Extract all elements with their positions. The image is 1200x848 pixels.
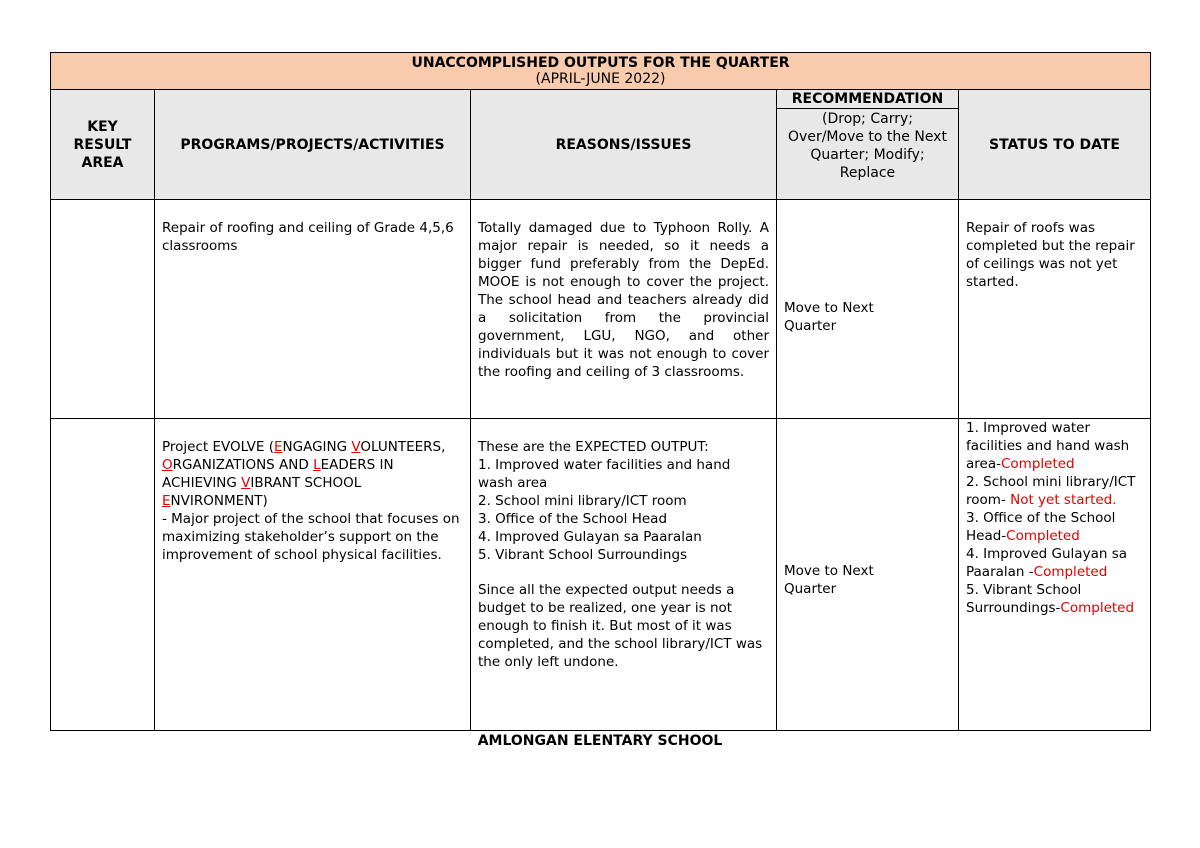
table-row — [51, 419, 1151, 731]
row1-recommendation: Move to Next Quarter — [777, 200, 959, 419]
reasons-note: Since all the expected output needs a budget to be realized, one year is not enough to finish it. But most of it was completed, and the school library/ICT was the only left undone. — [478, 582, 763, 670]
row2-recommendation: Move to Next Quarter — [777, 419, 959, 731]
project-evolve-description: - Major project of the school that focuses on maximizing stakeholder’s support on the improvement of school physical facilities. — [162, 511, 460, 563]
row1-ppa: Repair of roofing and ceiling of Grade 4,5,6 classrooms — [155, 200, 471, 419]
row2-status — [959, 419, 1151, 731]
row2-kra — [51, 419, 155, 731]
list-item: 3. Office of the School Head — [478, 511, 668, 527]
status-item: 2. School mini library/ICT room- Not yet started. — [966, 474, 1136, 508]
title-period: (APRIL-JUNE 2022) — [535, 71, 666, 87]
list-item: 1. Improved water facilities and hand wash area — [478, 457, 731, 491]
status-item: 5. Vibrant School Surroundings-Completed — [966, 582, 1135, 616]
row1-reasons: Totally damaged due to Typhoon Rolly. A major repair is needed, so it needs a bigger fund preferably from the DepEd. MOOE is not enough to cover the project. The school head and teachers already did a solicitation from the provincial government, LGU, NGO, and other individuals but it was not enough to cover the roofing and ceiling of 3 classrooms. — [471, 200, 777, 419]
table-title — [51, 53, 1151, 90]
title-row — [51, 53, 1151, 90]
outputs-table — [50, 52, 1151, 731]
header-recommendation — [777, 90, 959, 200]
status-item: 1. Improved water facilities and hand wash area-Completed — [966, 420, 1130, 472]
list-item: 4. Improved Gulayan sa Paaralan — [478, 529, 702, 545]
header-row — [51, 90, 1151, 200]
list-item: 2. School mini library/ICT room — [478, 493, 687, 509]
header-recommendation-title: RECOMMENDATION — [777, 90, 958, 109]
header-reasons: REASONS/ISSUES — [471, 90, 777, 200]
school-name-footer: AMLONGAN ELENTARY SCHOOL — [477, 733, 723, 749]
header-status: STATUS TO DATE — [959, 90, 1151, 200]
row2-ppa — [155, 419, 471, 731]
header-recommendation-options: (Drop; Carry; Over/Move to the Next Quarter; Modify; Replace — [788, 111, 947, 181]
title-main: UNACCOMPLISHED OUTPUTS FOR THE QUARTER — [411, 55, 790, 71]
expected-output-intro: These are the EXPECTED OUTPUT: — [478, 439, 709, 455]
table-row — [51, 200, 1151, 419]
project-evolve-title: Project EVOLVE (ENGAGING VOLUNTEERS, ORGANIZATIONS AND LEADERS IN ACHIEVING VIBRANT SCHOOL ENVIRONMENT) — [162, 439, 446, 509]
row1-status: Repair of roofs was completed but the repair of ceilings was not yet started. — [959, 200, 1151, 419]
status-item: 4. Improved Gulayan sa Paaralan -Completed — [966, 546, 1127, 580]
row1-kra — [51, 200, 155, 419]
row2-reasons — [471, 419, 777, 731]
header-kra: KEY RESULT AREA — [51, 90, 155, 200]
header-ppa: PROGRAMS/PROJECTS/ACTIVITIES — [155, 90, 471, 200]
status-item: 3. Office of the School Head-Completed — [966, 510, 1116, 544]
list-item: 5. Vibrant School Surroundings — [478, 547, 688, 563]
